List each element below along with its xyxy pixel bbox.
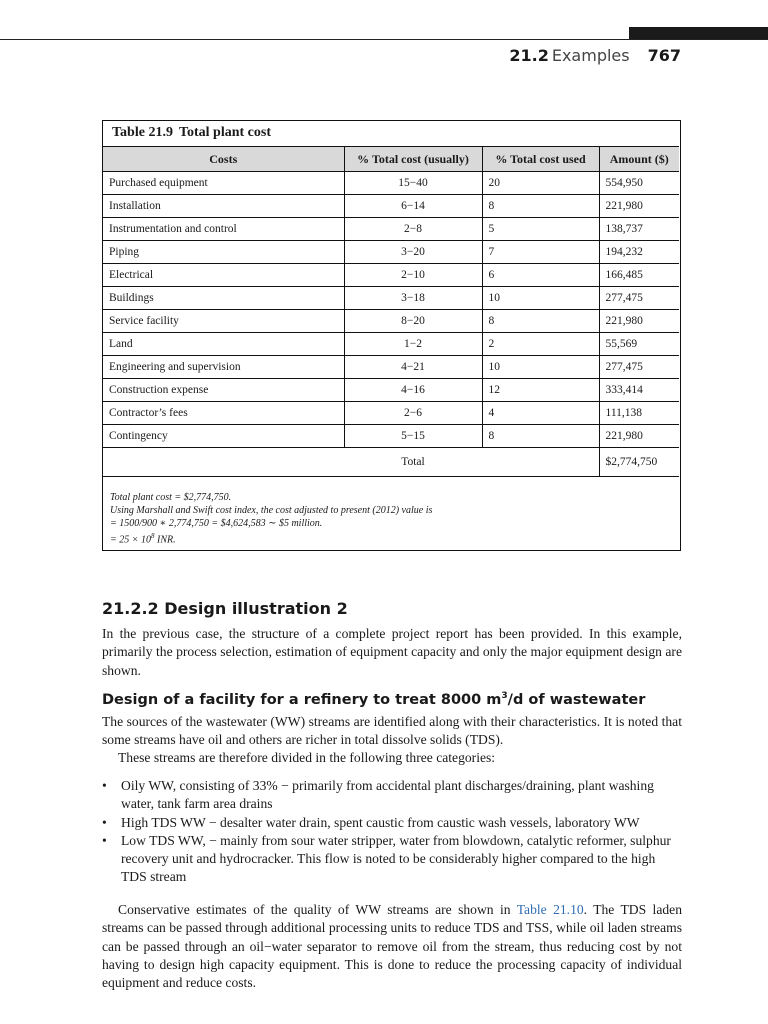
usual-percent-cell: 4−21 [344,356,482,379]
cost-cell: Contingency [103,425,344,448]
section-heading: 21.2.2 Design illustration 2 [102,599,348,618]
footnote-inr-base: = 25 × 10 [110,534,151,546]
intro-paragraph: In the previous case, the structure of a complete project report has been provided. In this example, primarily the process selection, estimation of equipment capacity and only the major equipment design are shown. [102,626,682,678]
footnote-line [110,530,432,546]
used-percent-cell: 4 [482,402,599,425]
table-row [103,241,679,264]
list-item-text: Low TDS WW, − mainly from sour water stripper, water from blowdown, catalytic reformer, sulphur recovery unit and hydrocracker. This flow is noted to be considerably higher compared to the high TDS stream [121,832,671,885]
table-row [103,264,679,287]
cost-table [103,146,679,477]
categories-intro-paragraph: These streams are therefore divided in the following three categories: [118,750,496,765]
amount-cell: 221,980 [599,425,679,448]
table-row [103,195,679,218]
column-header-used-percent: % Total cost used [482,147,599,172]
subsection-heading-tail: /d of wastewater [507,692,646,708]
amount-cell: 277,475 [599,287,679,310]
used-percent-cell: 8 [482,425,599,448]
table-row [103,333,679,356]
table-21-10-link[interactable]: Table 21.10 [516,902,584,917]
cost-cell: Electrical [103,264,344,287]
used-percent-cell: 12 [482,379,599,402]
list-item-text: High TDS WW − desalter water drain, spent caustic from caustic wash vessels, laboratory WW [121,814,640,830]
total-row [103,448,679,477]
list-item [102,832,682,887]
usual-percent-cell: 15−40 [344,172,482,195]
used-percent-cell: 6 [482,264,599,287]
table-21-9 [102,120,681,551]
amount-cell: 166,485 [599,264,679,287]
stream-category-list [102,777,682,887]
amount-cell: 221,980 [599,195,679,218]
column-header-costs: Costs [103,147,344,172]
cost-cell: Service facility [103,310,344,333]
cost-cell: Land [103,333,344,356]
table-row [103,310,679,333]
table-row [103,379,679,402]
footnote-line: = 1500/900 ∗ 2,774,750 = $4,624,583 ∼ $5 million. [110,518,323,529]
footnote-line: Using Marshall and Swift cost index, the cost adjusted to present (2012) value is [110,505,433,516]
list-item [102,814,682,832]
estimates-text-end: . The TDS laden streams can be passed through additional processing units to reduce TDS and TSS, while oil laden streams can be passed through an oil−water separator to remove oil from the stream, thus reducing cost by not having to design high capacity equipment. This is done to reduce the processing capacity of individual equipment and reduce costs. [102,902,682,991]
usual-percent-cell: 5−15 [344,425,482,448]
list-item-text: Oily WW, consisting of 33% − primarily from accidental plant discharges/draining, plant washing water, tank farm area drains [121,778,654,812]
table-row [103,287,679,310]
used-percent-cell: 10 [482,356,599,379]
bullet-icon: • [102,814,107,830]
table-row [103,172,679,195]
page-number: 767 [647,46,681,65]
cost-cell: Installation [103,195,344,218]
sources-paragraph: The sources of the wastewater (WW) streams are identified along with their characteristics. It is noted that some streams have oil and others are richer in total dissolve solids (TDS). [102,714,682,748]
column-header-amount: Amount ($) [599,147,679,172]
cost-cell: Construction expense [103,379,344,402]
subsection-heading [102,692,645,708]
amount-cell: 55,569 [599,333,679,356]
used-percent-cell: 2 [482,333,599,356]
table-footnotes [110,491,432,546]
table-caption [112,125,271,141]
amount-cell: 277,475 [599,356,679,379]
amount-cell: 554,950 [599,172,679,195]
bullet-icon: • [102,778,107,793]
used-percent-cell: 8 [482,195,599,218]
amount-cell: 138,737 [599,218,679,241]
running-head-section-name: Examples [551,46,630,65]
bullet-icon: • [102,832,107,848]
cost-cell: Engineering and supervision [103,356,344,379]
footnote-line: Total plant cost = $2,774,750. [110,492,232,503]
used-percent-cell: 10 [482,287,599,310]
amount-cell: 111,138 [599,402,679,425]
table-header-row [103,147,679,172]
total-amount: $2,774,750 [599,448,679,477]
usual-percent-cell: 8−20 [344,310,482,333]
usual-percent-cell: 2−8 [344,218,482,241]
amount-cell: 194,232 [599,241,679,264]
usual-percent-cell: 2−6 [344,402,482,425]
cost-cell: Instrumentation and control [103,218,344,241]
usual-percent-cell: 3−18 [344,287,482,310]
estimates-text-start: Conservative estimates of the quality of WW streams are shown in [118,902,517,917]
amount-cell: 221,980 [599,310,679,333]
table-row [103,356,679,379]
usual-percent-cell: 6−14 [344,195,482,218]
cost-cell: Contractor’s fees [103,402,344,425]
cost-cell: Piping [103,241,344,264]
estimates-paragraph [102,901,682,992]
usual-percent-cell: 2−10 [344,264,482,287]
running-head-section-number: 21.2 [509,46,549,65]
footnote-inr-exponent: 8 [151,532,155,540]
total-row-spacer [482,448,599,477]
total-label: Total [344,448,482,477]
table-body [103,172,679,477]
table-row [103,218,679,241]
table-row [103,402,679,425]
column-header-usual-percent: % Total cost (usually) [344,147,482,172]
cost-cell: Buildings [103,287,344,310]
total-row-spacer [103,448,344,477]
used-percent-cell: 5 [482,218,599,241]
table-label: Table 21.9 [112,125,173,140]
usual-percent-cell: 1−2 [344,333,482,356]
table-title: Total plant cost [178,125,272,140]
list-item [102,777,682,814]
used-percent-cell: 8 [482,310,599,333]
usual-percent-cell: 4−16 [344,379,482,402]
used-percent-cell: 7 [482,241,599,264]
amount-cell: 333,414 [599,379,679,402]
table-row [103,425,679,448]
running-head [509,46,681,65]
footnote-inr-unit: INR. [154,534,176,546]
header-rule [0,39,768,40]
usual-percent-cell: 3−20 [344,241,482,264]
used-percent-cell: 20 [482,172,599,195]
cost-cell: Purchased equipment [109,177,208,189]
subsection-heading-text: Design of a facility for a refinery to treat 8000 m [102,692,502,708]
subsection-heading-superscript: 3 [501,691,508,702]
